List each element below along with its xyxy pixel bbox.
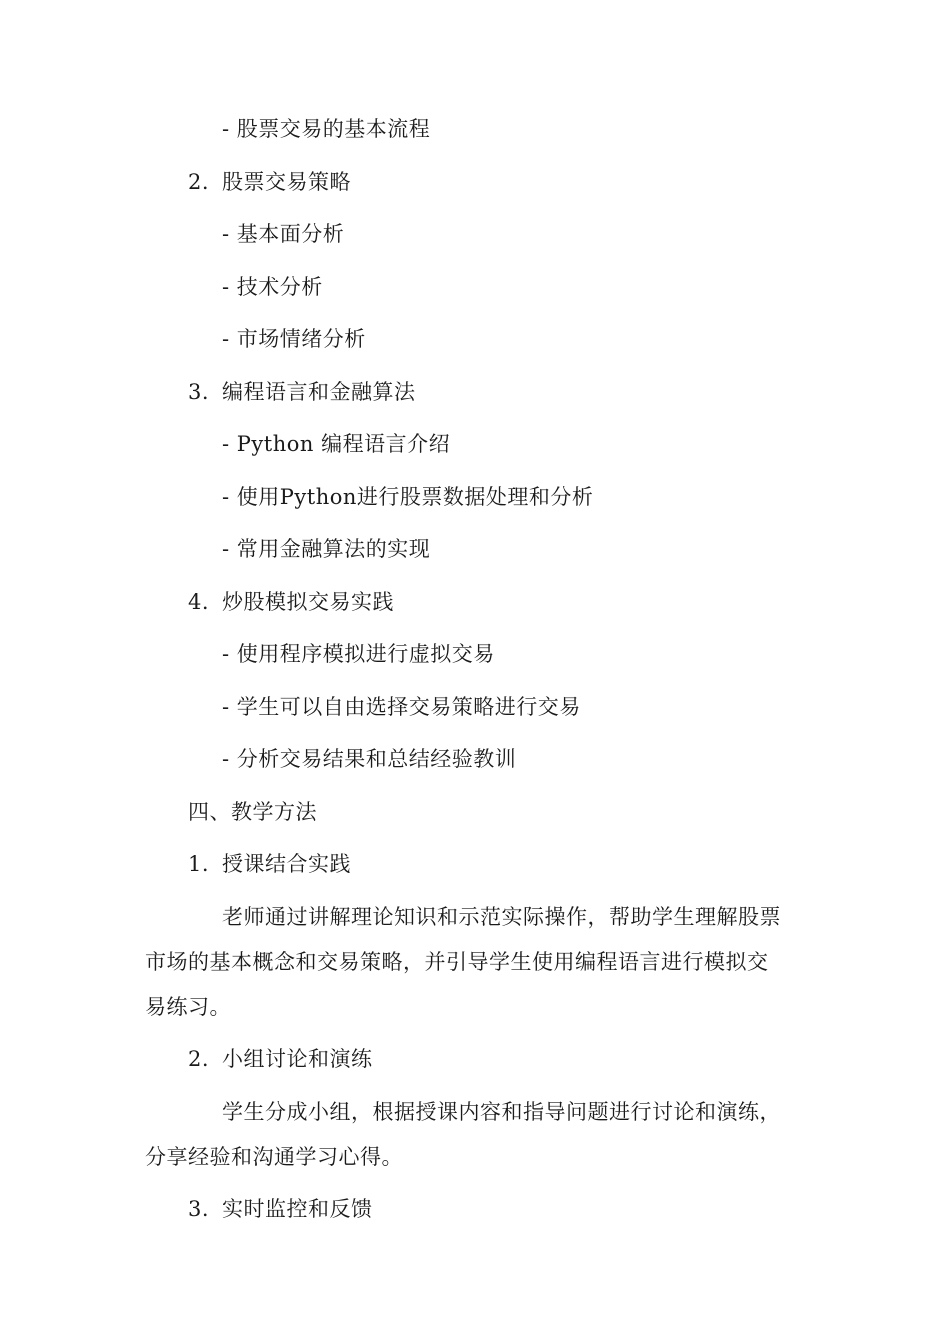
list-item: - 使用Python进行股票数据处理和分析 — [222, 485, 594, 509]
method-heading — [188, 1045, 373, 1073]
list-item: - 股票交易的基本流程 — [222, 117, 431, 141]
list-item: - Python 编程语言介绍 — [222, 432, 451, 456]
list-item: - 常用金融算法的实现 — [222, 537, 431, 561]
section-heading — [188, 168, 351, 196]
paragraph-line: 老师通过讲解理论知识和示范实际操作，帮助学生理解股票 — [222, 905, 781, 929]
list-item: - 学生可以自由选择交易策略进行交易 — [222, 695, 581, 719]
paragraph-line: 学生分成小组，根据授课内容和指导问题进行讨论和演练， — [222, 1100, 781, 1124]
paragraph-line: 市场的基本概念和交易策略，并引导学生使用编程语言进行模拟交 — [145, 950, 769, 974]
section-title: 编程语言和金融算法 — [222, 380, 416, 404]
list-item: - 技术分析 — [222, 275, 323, 299]
list-item: - 分析交易结果和总结经验教训 — [222, 747, 517, 771]
list-item: - 基本面分析 — [222, 222, 345, 246]
method-heading — [188, 850, 351, 878]
method-number: 2. — [188, 1047, 210, 1071]
method-title: 授课结合实践 — [222, 852, 351, 876]
method-title: 小组讨论和演练 — [222, 1047, 373, 1071]
section-heading — [188, 378, 416, 406]
section-heading — [188, 588, 394, 616]
section-number: 2. — [188, 170, 210, 194]
list-item: - 使用程序模拟进行虚拟交易 — [222, 642, 495, 666]
section-title: 股票交易策略 — [222, 170, 351, 194]
section-number: 3. — [188, 380, 210, 404]
method-title: 实时监控和反馈 — [222, 1197, 373, 1221]
method-number: 1. — [188, 852, 210, 876]
paragraph-line: 易练习。 — [145, 995, 231, 1019]
paragraph-line: 分享经验和沟通学习心得。 — [145, 1145, 403, 1169]
section-number: 4. — [188, 590, 210, 614]
method-number: 3. — [188, 1197, 210, 1221]
section-title: 炒股模拟交易实践 — [222, 590, 394, 614]
chapter-heading: 四、教学方法 — [188, 800, 317, 824]
list-item: - 市场情绪分析 — [222, 327, 366, 351]
method-heading — [188, 1195, 373, 1223]
